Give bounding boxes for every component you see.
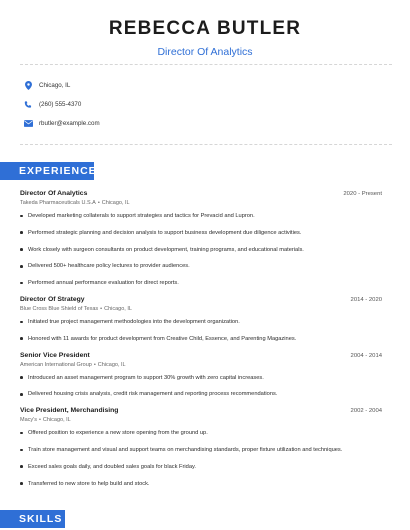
job-bullets bbox=[20, 212, 382, 287]
job-bullets bbox=[20, 429, 382, 487]
job-entry bbox=[20, 407, 382, 487]
job-location: Chicago, IL bbox=[97, 361, 126, 368]
job-company: Macy's bbox=[20, 417, 37, 424]
bullet-item: Honored with 11 awards for product development from Creative Child, Essence, and Parenting Magazines. bbox=[20, 335, 382, 343]
location-text: Chicago, IL bbox=[39, 82, 71, 89]
candidate-name: REBECCA BUTLER bbox=[108, 18, 302, 39]
job-bullets bbox=[20, 318, 382, 343]
contact-email bbox=[20, 117, 392, 130]
bullet-item: Introduced an asset management program to support 30% growth with zero capital increases. bbox=[20, 374, 382, 382]
job-header bbox=[20, 296, 382, 303]
job-location: Chicago, IL bbox=[42, 417, 71, 424]
experience-section-heading: EXPERIENCE bbox=[0, 162, 94, 180]
job-header bbox=[20, 407, 382, 414]
job-location: Chicago, IL bbox=[104, 305, 132, 312]
bullet-separator: • bbox=[97, 200, 100, 206]
bullet-item: Work closely with surgeon consultants on product development, training programs, and educational materials. bbox=[20, 246, 382, 254]
bullet-item: Performed annual performance evaluation for direct reports. bbox=[20, 279, 382, 287]
email-text[interactable]: rbutler@example.com bbox=[39, 120, 100, 127]
experience-list bbox=[20, 190, 382, 496]
bullet-item: Delivered housing crisis analysis, credit risk management and reporting process recommendations. bbox=[20, 390, 382, 398]
job-header bbox=[20, 352, 382, 359]
skills-section-heading: SKILLS bbox=[0, 510, 65, 528]
job-title: Director Of Analytics bbox=[20, 190, 88, 197]
bullet-item: Developed marketing collaterals to support strategies and tactics for Prevacid and Lupron. bbox=[20, 212, 382, 220]
job-dates: 2002 - 2004 bbox=[350, 408, 382, 415]
job-company: American International Group bbox=[20, 361, 92, 368]
job-title: Director Of Strategy bbox=[20, 295, 85, 303]
contact-phone bbox=[20, 98, 392, 111]
phone-text: (260) 555-4370 bbox=[39, 101, 82, 108]
phone-icon bbox=[23, 100, 33, 110]
bullet-item: Exceed sales goals daily, and doubled sales goals for black Friday. bbox=[20, 463, 382, 471]
job-entry bbox=[20, 352, 382, 399]
bullet-item: Transferred to new store to help build and stock. bbox=[20, 480, 382, 488]
job-dates: 2020 - Present bbox=[343, 191, 382, 197]
bullet-item: Initiated true project management methodologies into the development organization. bbox=[20, 318, 382, 326]
job-entry bbox=[20, 296, 382, 343]
job-bullets bbox=[20, 374, 382, 399]
job-entry bbox=[20, 190, 382, 287]
bullet-separator: • bbox=[100, 305, 103, 312]
contact-block bbox=[20, 64, 392, 145]
job-company-line bbox=[20, 417, 382, 423]
job-company-line bbox=[20, 200, 382, 206]
job-company: Blue Cross Blue Shield of Texas bbox=[20, 305, 99, 312]
job-header bbox=[20, 190, 382, 197]
job-title: Senior Vice President bbox=[20, 351, 90, 359]
bullet-separator: • bbox=[93, 361, 96, 368]
job-location: Chicago, IL bbox=[101, 200, 130, 206]
bullet-item: Delivered 500+ healthcare policy lectures to provider audiences. bbox=[20, 262, 382, 270]
bullet-item: Train store management and visual and support teams on merchandising standards, proper fixture utilization and techniques. bbox=[20, 446, 382, 454]
bullet-separator: • bbox=[38, 417, 41, 424]
location-pin-icon bbox=[23, 81, 33, 91]
job-company: Takeda Pharmaceuticals U.S.A bbox=[20, 200, 96, 206]
job-dates: 2014 - 2020 bbox=[350, 296, 382, 303]
contact-location bbox=[20, 79, 392, 92]
bullet-item: Performed strategic planning and decision analysis to support business development due diligence activities. bbox=[20, 229, 382, 237]
job-title: Vice President, Merchandising bbox=[20, 407, 119, 415]
bullet-item: Offered position to experience a new store opening from the ground up. bbox=[20, 429, 382, 437]
envelope-icon bbox=[23, 119, 33, 129]
job-company-line bbox=[20, 362, 382, 368]
candidate-title: Director Of Analytics bbox=[157, 46, 253, 58]
job-dates: 2004 - 2014 bbox=[350, 352, 382, 359]
resume-header bbox=[0, 18, 410, 59]
job-company-line bbox=[20, 306, 382, 312]
